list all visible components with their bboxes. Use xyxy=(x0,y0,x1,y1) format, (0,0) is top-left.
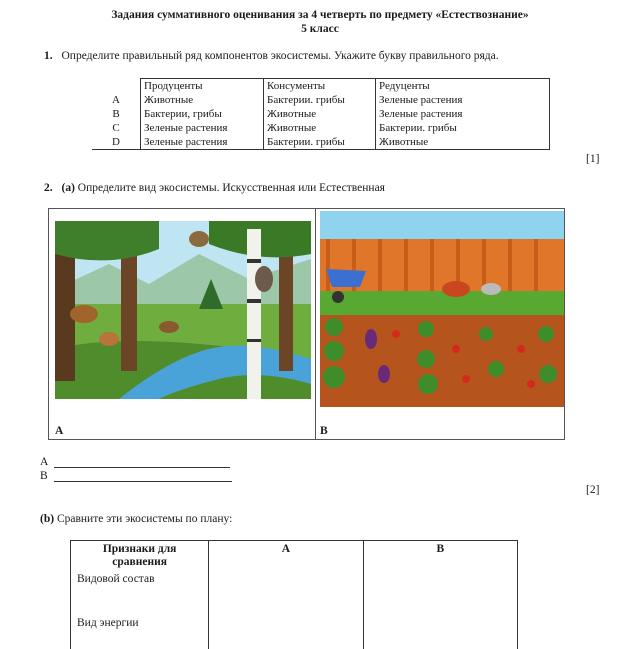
part-b-text: Сравните эти экосистемы по плану: xyxy=(56,513,233,525)
question-1-number: 1. xyxy=(44,50,53,62)
row-letter: C xyxy=(112,122,120,134)
image-b-label: B xyxy=(320,425,328,437)
header-decomposers: Редуценты xyxy=(376,79,550,94)
header-a: A xyxy=(209,541,363,572)
table-row xyxy=(92,107,550,121)
grade-label: 5 класс xyxy=(301,23,339,35)
row-letter: A xyxy=(112,94,120,106)
comparison-header-row xyxy=(71,541,518,572)
table-cell: Животные xyxy=(264,121,376,135)
components-header-row xyxy=(92,79,550,94)
row-letter: B xyxy=(112,108,120,120)
table-row xyxy=(92,135,550,150)
criteria-species: Видовой состав xyxy=(71,571,209,615)
table-row xyxy=(92,93,550,107)
page-title: Задания суммативного оценивания за 4 четверть по предмету «Естествознание» xyxy=(111,9,529,21)
answer-cell[interactable] xyxy=(363,571,517,615)
image-panel-b xyxy=(315,208,565,440)
components-table xyxy=(92,78,550,150)
answer-b-line[interactable] xyxy=(54,481,232,482)
header-consumers: Консументы xyxy=(264,79,376,94)
header-b: B xyxy=(363,541,517,572)
question-2-number: 2. xyxy=(44,182,53,194)
forest-illustration xyxy=(49,209,315,439)
image-a-label: A xyxy=(55,425,64,437)
part-b-label: (b) xyxy=(40,513,55,525)
table-cell: Животные xyxy=(141,93,264,107)
answer-cell[interactable] xyxy=(363,615,517,649)
table-cell: Зеленые растения xyxy=(376,107,550,121)
comparison-table xyxy=(70,540,518,649)
question-2b xyxy=(40,512,232,526)
answer-cell[interactable] xyxy=(209,615,363,649)
criteria-energy: Вид энергии xyxy=(71,615,209,649)
table-cell: Животные xyxy=(376,135,550,150)
answer-a-label: A xyxy=(40,456,49,468)
answer-a-line[interactable] xyxy=(54,467,230,468)
header-criteria: Признаки для сравнения xyxy=(71,541,209,572)
table-cell: Зеленые растения xyxy=(141,121,264,135)
header-producers: Продуценты xyxy=(141,79,264,94)
part-a-label: (a) xyxy=(61,182,75,194)
table-cell: Бактерии. грибы xyxy=(376,121,550,135)
question-1-text: Определите правильный ряд компонентов экосистемы. Укажите букву правильного ряда. xyxy=(61,50,499,62)
table-row xyxy=(71,615,518,649)
table-cell: Бактерии. грибы xyxy=(264,135,376,150)
image-panel-a xyxy=(48,208,316,440)
answer-b-label: B xyxy=(40,470,48,482)
garden-illustration xyxy=(316,209,564,439)
table-cell: Бактерии, грибы xyxy=(141,107,264,121)
table-cell: Зеленые растения xyxy=(376,93,550,107)
table-cell: Животные xyxy=(264,107,376,121)
question-1 xyxy=(44,49,499,63)
row-letter: D xyxy=(92,135,141,150)
question-2a xyxy=(44,181,385,195)
table-cell: Бактерии. грибы xyxy=(264,93,376,107)
part-a-text: Определите вид экосистемы. Искусственная или Естественная xyxy=(77,182,385,194)
table-row xyxy=(92,121,550,135)
question-1-mark: [1] xyxy=(586,153,600,165)
question-2-mark: [2] xyxy=(586,484,600,496)
table-row xyxy=(71,571,518,615)
answer-cell[interactable] xyxy=(209,571,363,615)
table-cell: Зеленые растения xyxy=(141,135,264,150)
